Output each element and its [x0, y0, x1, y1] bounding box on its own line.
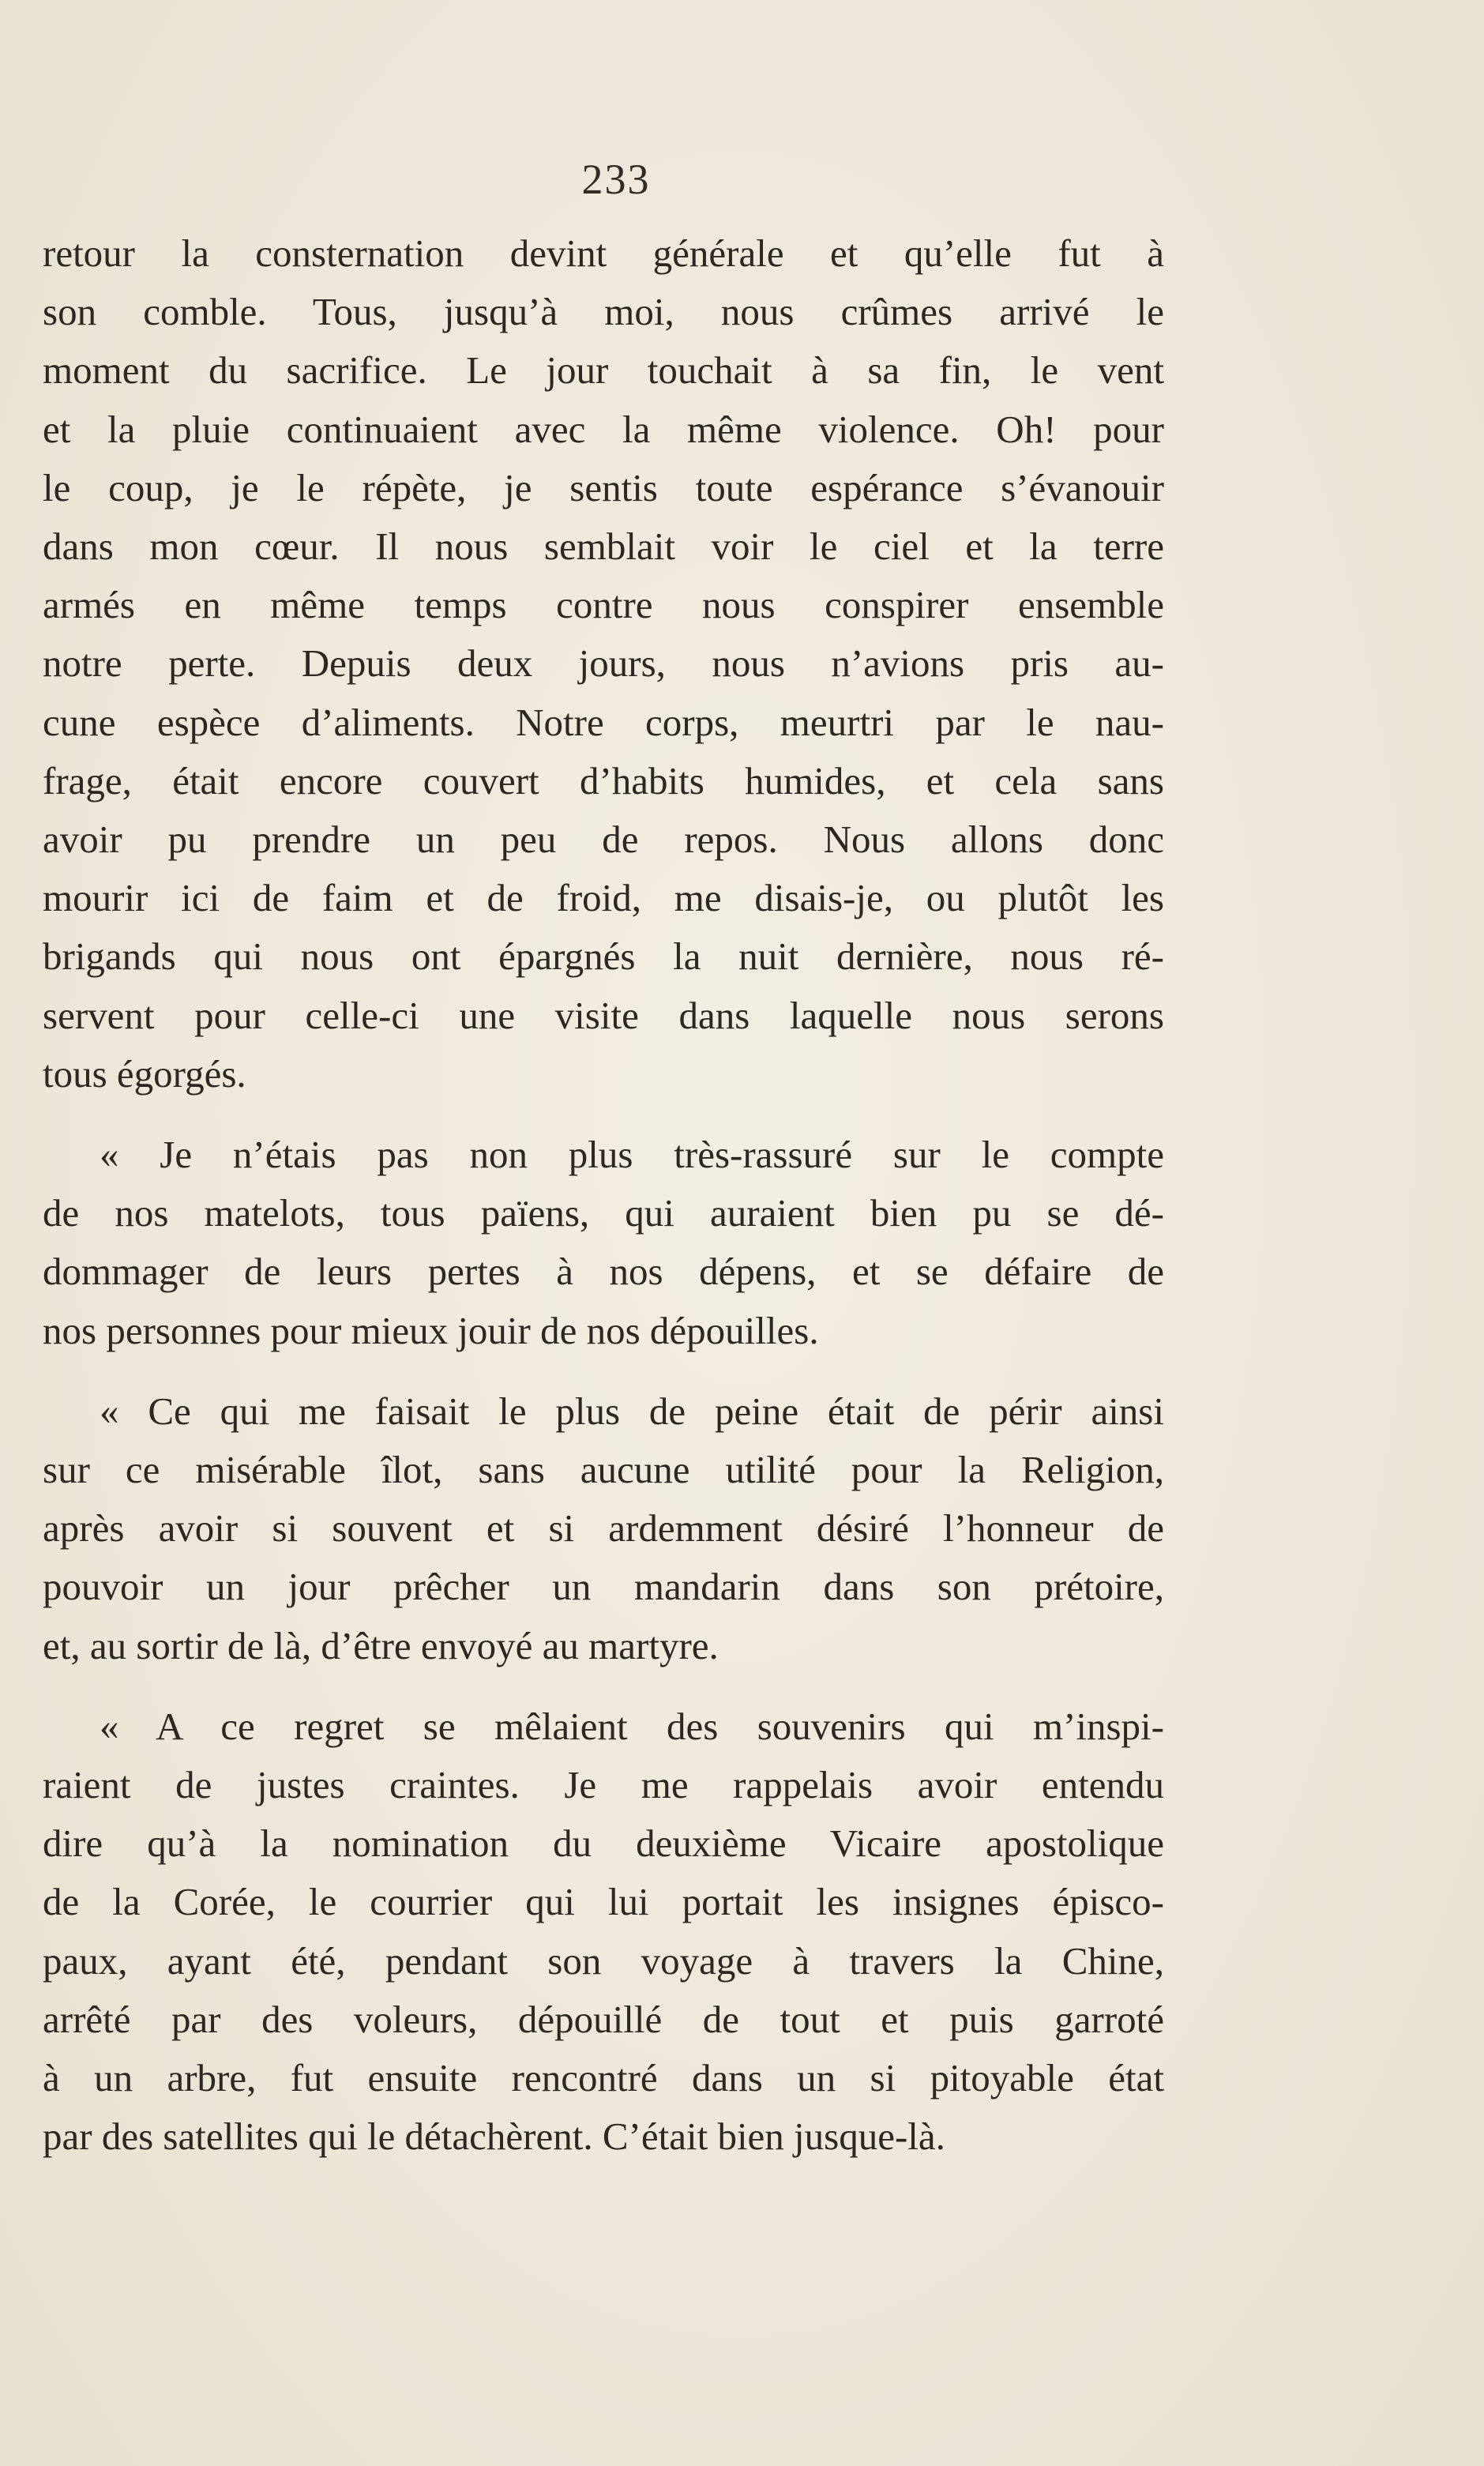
text-line: brigands qui nous ont épargnés la nuit dernière, nous ré- — [43, 934, 1164, 979]
text-line: de la Corée, le courrier qui lui portait les insignes épisco- — [43, 1880, 1164, 1924]
paragraph-gap — [43, 1103, 1164, 1126]
text-line: et, au sortir de là, d’être envoyé au martyre. — [43, 1623, 719, 1667]
text-line: tous égorgés. — [43, 1051, 246, 1096]
text-line: nos personnes pour mieux jouir de nos dépouilles. — [43, 1308, 819, 1352]
text-line: sur ce misérable îlot, sans aucune utilité pour la Religion, — [43, 1448, 1164, 1492]
text-line: pouvoir un jour prêcher un mandarin dans son prétoire, — [43, 1565, 1164, 1609]
text-line: après avoir si souvent et si ardemment désiré l’honneur de — [43, 1506, 1164, 1551]
text-line: et la pluie continuaient avec la même violence. Oh! pour — [43, 407, 1164, 451]
text-line: servent pour celle-ci une visite dans laquelle nous serons — [43, 993, 1164, 1037]
text-line: moment du sacrifice. Le jour touchait à sa fin, le vent — [43, 348, 1164, 393]
page-number: 233 — [581, 156, 651, 203]
text-line: raient de justes craintes. Je me rappelais avoir entendu — [43, 1763, 1164, 1807]
body-text — [43, 224, 1164, 2167]
text-line: notre perte. Depuis deux jours, nous n’avions pris au- — [43, 641, 1164, 686]
paragraph-gap — [43, 1675, 1164, 1697]
text-line: dire qu’à la nomination du deuxième Vicaire apostolique — [43, 1821, 1164, 1866]
text-line: paux, ayant été, pendant son voyage à travers la Chine, — [43, 1938, 1164, 1983]
text-line: de nos matelots, tous païens, qui auraient bien pu se dé- — [43, 1191, 1164, 1235]
text-line: frage, était encore couvert d’habits humides, et cela sans — [43, 758, 1164, 803]
text-line: à un arbre, fut ensuite rencontré dans un si pitoyable état — [43, 2056, 1164, 2100]
text-line: armés en même temps contre nous conspirer ensemble — [43, 583, 1164, 627]
text-line: arrêté par des voleurs, dépouillé de tout et puis garroté — [43, 1997, 1164, 2041]
text-line: dans mon cœur. Il nous semblait voir le ciel et la terre — [43, 524, 1164, 569]
text-line: « Je n’étais pas non plus très-rassuré sur le compte — [100, 1133, 1164, 1177]
text-line: par des satellites qui le détachèrent. C’était bien jusque-là. — [43, 2115, 945, 2159]
text-line: son comble. Tous, jusqu’à moi, nous crûmes arrivé le — [43, 290, 1164, 334]
text-line: « A ce regret se mêlaient des souvenirs qui m’inspi- — [100, 1704, 1164, 1748]
text-line: mourir ici de faim et de froid, me disais-je, ou plutôt les — [43, 876, 1164, 920]
text-line: avoir pu prendre un peu de repos. Nous allons donc — [43, 818, 1164, 862]
text-line: cune espèce d’aliments. Notre corps, meurtri par le nau- — [43, 700, 1164, 744]
text-line: retour la consternation devint générale et qu’elle fut à — [43, 231, 1164, 275]
text-line: « Ce qui me faisait le plus de peine était de périr ainsi — [100, 1389, 1164, 1433]
paragraph-gap — [43, 1360, 1164, 1382]
text-line: le coup, je le répète, je sentis toute espérance s’évanouir — [43, 465, 1164, 509]
text-line: dommager de leurs pertes à nos dépens, et se défaire de — [43, 1250, 1164, 1294]
